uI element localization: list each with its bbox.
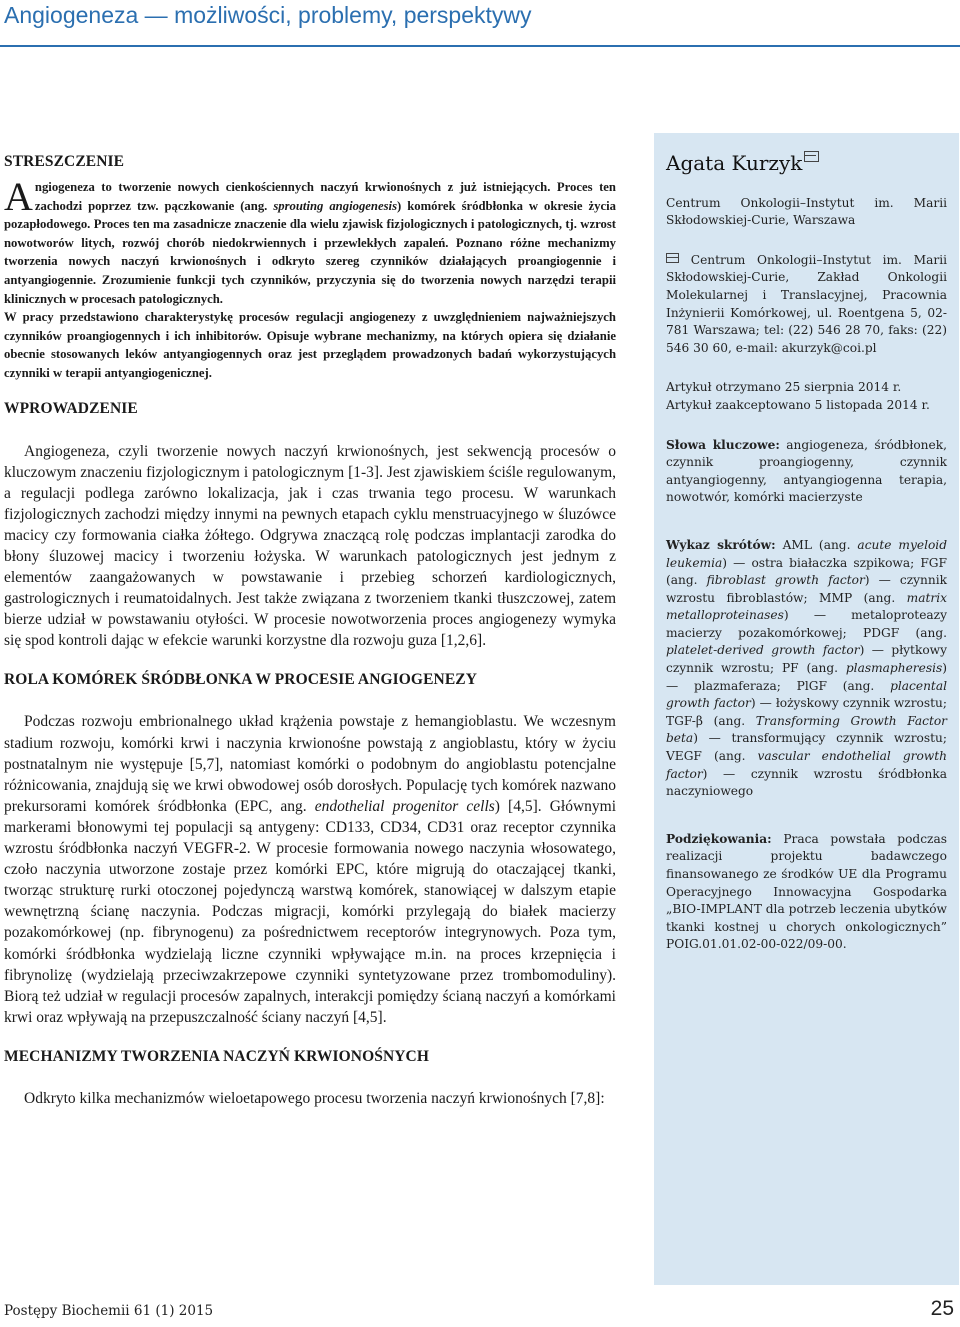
abbreviation-text: ) — transformujący czynnik wzrostu; VEGF (ang. <box>666 731 947 764</box>
abbreviation-text: AML (ang. <box>775 537 858 552</box>
section2-heading: ROLA KOMÓREK ŚRÓDBŁONKA W PROCESIE ANGIOGENEZY <box>4 671 477 689</box>
abbreviation-term: placental growth factor <box>666 678 947 711</box>
abbreviation-term: fibroblast growth factor <box>706 573 865 588</box>
abbreviation-text: ) — ostra białaczka szpikowa; FGF (ang. <box>666 555 947 588</box>
section2-text: ) [4,5]. Głównymi markerami błonowymi tej populacji są antygeny: CD133, CD34, CD31 oraz receptor czynnika wzrostu śródbłonka naczyń VEGFR-2. W procesie formowania nowego naczynia włosowatego, czoło naczynia utworzone zostaje przez komórki EPC, które migrują do otaczającej tkanki, tworząc strukturę rurki otoczonej pojedynczą warstwą komórek, stanowiącej w dalszym etapie wewnętrzną ścianę naczynia. Podczas migracji, komórki przylegają do białek macierzy pozakomórkowej (np. fibrynogenu) za pośrednictwem receptorów integrynowych. Poza tym, komórki śródbłonka wydzielają liczne czynniki wpływające m.in. na proces krzepnięcia i fibrynolizę (wydzielają przeciwzakrzepowe czynniki syntetyzowane przez trombomoduliny). Biorą też udział w regulacji procesów zapalnych, interakcji pomiędzy ścianą naczyń a komórkami krwi oraz wpływają na przepuszczalność ściany naczyń [4,5]. <box>4 797 617 1026</box>
abbreviation-text: ) — czynnik wzrostu fibroblastów; MMP (ang. <box>666 573 947 605</box>
envelope-icon <box>666 253 679 263</box>
abstract-text: ) komórek śródbłonka w okresie życia pozapłodowego. Proces ten ma zasadnicze znaczenie dla wielu zjawisk fizjologicznych i patologicznych, tj. wzrost nowotworów litych, rozwój chorób niedokrwiennych i przewlekłych zapaleń. Poznano różne mechanizmy tworzenia nowych naczyń krwionośnych i odkryto szereg czynników działających proangiogennie i antyangiogennie. Zrozumienie funkcji tych czynników, przyczynia się do tworzenia nowych narzędzi terapii klinicznych w procesach patologicznych. <box>4 198 616 306</box>
keywords-text: angiogeneza, śródbłonek, czynnik proangiogenny, czynnik antyangiogenny, antyangiogenna terapia, nowotwór, komórki macierzyste <box>666 437 948 505</box>
abstract-paragraph-2: W pracy przedstawiono charakterystykę procesów regulacji angiogenezy z uwzględnieniem najważniejszych czynników proangiogennych i ich inhibitorów. Opisuje wybrane mechanizmy, na których opiera się działanie obecnie stosowanych leków antyangiogennych oraz jest przeglądem prowadzonych badań wykorzystujących czynniki w terapii antyangiogenicznej. <box>4 310 616 380</box>
abbreviation-text: ) — metaloproteazy macierzy pozakomórkowej; PDGF (ang. <box>666 608 947 640</box>
acknowledgements-label: Podziękowania: <box>666 831 772 846</box>
abbreviation-text: ) — plazmaferaza; PlGF (ang. <box>666 661 947 693</box>
main-column <box>4 153 616 1109</box>
abbreviation-term: plasmapheresis <box>845 661 943 676</box>
abbreviation-term: Transforming Growth Factor beta <box>666 713 948 746</box>
section2-italic-term: endothelial progenitor cells <box>314 797 495 815</box>
acknowledgements <box>666 831 947 954</box>
section3-paragraph: Odkryto kilka mechanizmów wieloetapowego procesu tworzenia naczyń krwionośnych [7,8]: <box>24 1089 605 1107</box>
abbreviation-text: ) — łożyskowy czynnik wzrostu; TGF-β (ang. <box>666 696 947 728</box>
author-block <box>666 151 947 173</box>
title-rule <box>0 45 960 47</box>
abbreviation-text: ) — czynnik wzrostu śródbłonka naczyniowego <box>666 766 947 799</box>
abbreviations-label: Wykaz skrótów: <box>666 537 776 552</box>
section2-paragraph <box>4 711 616 1027</box>
abbreviation-term: platelet-derived growth factor <box>666 643 860 658</box>
journal-footer: Postępy Biochemii 61 (1) 2015 <box>4 1303 214 1319</box>
intro-paragraph: Angiogeneza, czyli tworzenie nowych naczyń krwionośnych, jest sekwencją procesów o kluczowym znaczeniu fizjologicznym i patologicznym [1-3]. Jest zjawiskiem ściśle regulowanym, a regulacji podlega zarówno lokalizacja, jak i czas trwania tego procesu. W warunkach fizjologicznych zachodzi między innymi na pewnych etapach cyklu menstruacyjnego w śluzówce macicy czy formowania ciałka żółtego. Odgrywa znaczącą rolę podczas implantacji zarodka do błony śluzowej macicy i tworzeniu łożyska. W warunkach patologicznych jest jednym z elementów zaangażowanych w powstawanie i przebieg schorzeń kardiologicznych, gastrologicznych i reumatoidalnych. Jest także związana z tworzeniem tkanki tłuszczowej, zatem bierze udział w powstawaniu otyłości. W procesie nowotworzenia proces angiogenezy wymyka się spod kontroli dając w efekcie warunki korzystne dla rozwoju guza [1,2,6]. <box>4 442 616 650</box>
keywords <box>666 437 947 507</box>
received-date: Artykuł otrzymano 25 sierpnia 2014 r. <box>666 380 902 395</box>
sidebar <box>654 133 959 1285</box>
section3-heading: MECHANIZMY TWORZENIA NACZYŃ KRWIONOŚNYCH <box>4 1047 430 1065</box>
abstract-text: ngiogeneza to tworzenie nowych cienkościennych naczyń krwionośnych z już istniejących. Proces ten zachodzi poprzez tzw. pączkowanie (ang. <box>34 180 616 213</box>
abstract-italic-term: sprouting angiogenesis <box>273 198 398 213</box>
abbreviation-term: vascular endothelial growth factor <box>666 749 947 781</box>
abbreviation-text: ) — płytkowy czynnik wzrostu; PF (ang. <box>666 643 947 676</box>
author-name: Agata Kurzyk <box>666 151 803 175</box>
keywords-label: Słowa kluczowe: <box>666 437 780 452</box>
abbreviation-term: matrix metalloproteinases <box>666 590 947 623</box>
abstract <box>4 174 616 383</box>
affiliation-1: Centrum Onkologii–Instytut im. Marii Skłodowskiej-Curie, Warszawa <box>666 195 947 228</box>
section2-text: Podczas rozwoju embrionalnego układ krążenia powstaje z hemangioblastu. We wczesnym stadium rozwoju, komórki krwi i naczynia krwionośne powstają z angioblastu, który w życiu postnatalnym nie występuje [5,7], natomiast komórki o podobnym do angioblastu potencjalne różnicowania, znajdują się we krwi obwodowej osób dorosłych. Populację tych komórek nazwano prekursorami komórek śródbłonka (EPC, ang. <box>4 713 616 815</box>
abstract-heading: STRESZCZENIE <box>4 153 125 170</box>
affiliation-2-text: Centrum Onkologii–Instytut im. Marii Skłodowskiej-Curie, Zakład Onkologii Molekularnej i Translacyjnej, Pracownia Inżynierii Komórkowej, ul. Roentgena 5, 02-781 Warszawa; tel: (22) 546 28 70, faks: (22) 546 30 60, e-mail: akurzyk@coi.pl <box>666 252 948 355</box>
drop-cap: A <box>4 174 33 219</box>
affiliation-2 <box>666 252 947 358</box>
envelope-icon <box>804 151 819 162</box>
page-title: Angiogeneza — możliwości, problemy, perspektywy <box>4 2 532 28</box>
abstract-paragraph-1 <box>4 174 616 308</box>
intro-heading: WPROWADZENIE <box>4 399 138 417</box>
abbreviation-term: acute myeloid leukemia <box>666 537 947 570</box>
acknowledgements-text: Praca powstała podczas realizacji projektu badawczego finansowanego ze środków UE dla Programu Operacyjnego Innowacyjna Gospodarka „BIO-IMPLANT dla potrzeb leczenia ubytków tkanki kostnej u chorych onkologicznych” POIG.01.01.02-00-022/09-00. <box>666 831 947 952</box>
accepted-date: Artykuł zaakceptowano 5 listopada 2014 r. <box>666 397 930 412</box>
page-number: 25 <box>930 1297 954 1320</box>
abbreviations <box>666 537 947 801</box>
